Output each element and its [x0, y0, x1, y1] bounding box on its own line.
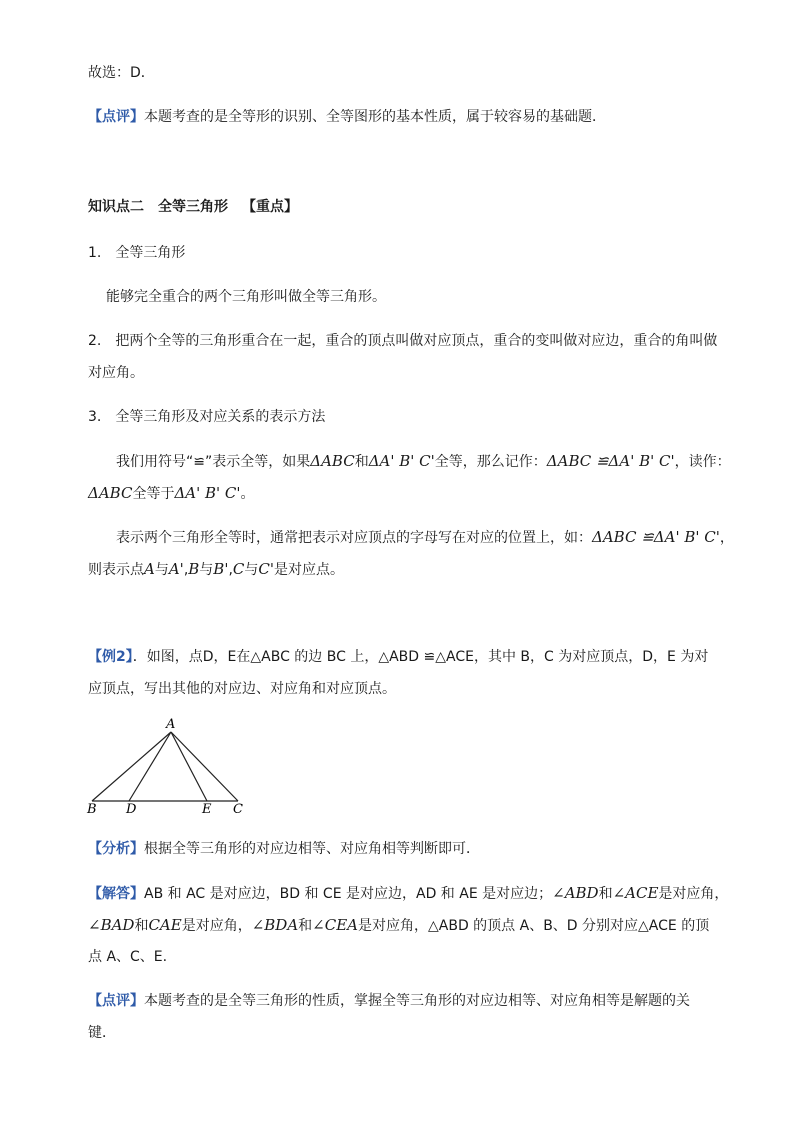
math-point: B' — [213, 560, 229, 578]
item-3-para-b-line-2 — [88, 558, 344, 581]
segment-ac — [171, 732, 238, 801]
segment-ad — [129, 732, 171, 801]
label-a: A — [166, 717, 176, 732]
math-triangle-abc: ΔABC — [310, 452, 355, 470]
review-text: 本题考查的是全等形的识别、全等图形的基本性质，属于较容易的基础题． — [144, 109, 606, 125]
text-run: 是对应角，△ABD 的顶点 A、B、D 分别对应△ACE 的顶 — [358, 918, 710, 934]
text-run: ，读作： — [674, 454, 731, 470]
item-3-para-b-line-1 — [116, 526, 734, 549]
answer-line-3: 点 A、C、E. — [88, 949, 168, 965]
math-point: C — [232, 560, 245, 578]
label-d: D — [126, 802, 137, 817]
text-run: 是对应点。 — [274, 562, 344, 578]
answer-line-2 — [88, 914, 709, 937]
review-paragraph-2-line-1 — [88, 990, 690, 1012]
math-triangle-abc-prime: ΔA' B' C' — [174, 484, 241, 502]
item-1-title — [88, 242, 185, 264]
analysis-paragraph — [88, 838, 480, 860]
math-point: B — [188, 560, 200, 578]
text-run: 。 — [240, 486, 255, 502]
math-angle: ∠ACE — [612, 884, 659, 902]
item-1-title-text: 全等三角形 — [115, 245, 186, 261]
math-angle: ∠BDA — [251, 916, 299, 934]
text-run: 与 — [244, 562, 259, 578]
segment-ab — [92, 732, 171, 801]
heading-part-c: 【重点】 — [242, 199, 298, 215]
item-2-label: 2. — [88, 333, 102, 349]
item-3-title-text: 全等三角形及对应关系的表示方法 — [115, 409, 326, 425]
text-run: 全等于 — [132, 486, 175, 502]
conclusion-line: 故选：D． — [88, 65, 155, 81]
review-tag-2: 【点评】 — [88, 993, 144, 1009]
text-run: 是对应角， — [181, 918, 252, 934]
heading-part-a: 知识点二 — [88, 199, 144, 215]
math-angle: ∠ABD — [552, 884, 599, 902]
math-triangle-abc-prime: ΔA' B' C' — [368, 452, 435, 470]
section-heading — [88, 196, 298, 218]
text-run: , — [183, 562, 189, 578]
example-text-1: ．如图，点D，E在△ABC 的边 BC 上，△ABD ≌△ACE，其中 B，C 为对应顶点，D，E 为对 — [132, 649, 709, 665]
math-triangle-abc: ΔABC — [88, 484, 133, 502]
text-run: 和 — [598, 886, 613, 902]
math-point: C' — [258, 560, 274, 578]
analysis-tag: 【分析】 — [88, 841, 144, 857]
item-2-line-2: 对应角。 — [88, 365, 144, 381]
math-point: A — [144, 560, 155, 578]
text-run: 是对应角， — [658, 886, 729, 902]
review-paragraph-2-line-2: 键． — [88, 1025, 116, 1041]
item-2-text-1: 把两个全等的三角形重合在一起，重合的顶点叫做对应顶点，重合的变叫做对应边，重合的角叫做 — [115, 333, 718, 349]
review-paragraph-1 — [88, 106, 606, 128]
math-congruence: ΔABC ≌ΔA' B' C' — [592, 528, 720, 546]
text-run: 和 — [134, 918, 149, 934]
text-run: 则表示点 — [88, 562, 144, 578]
item-3-title — [88, 406, 325, 428]
item-1-body: 能够完全重合的两个三角形叫做全等三角形。 — [106, 289, 386, 305]
example-tag: 【例2】 — [88, 649, 133, 665]
triangle-figure — [0, 700, 794, 840]
text-run: , — [228, 562, 233, 578]
label-c: C — [233, 802, 243, 817]
review-text-2: 本题考查的是全等三角形的性质，掌握全等三角形的对应边相等、对应角相等是解题的关 — [144, 993, 690, 1009]
text-run: AB 和 AC 是对应边，BD 和 CE 是对应边，AD 和 AE 是对应边； — [144, 886, 553, 902]
answer-tag: 【解答】 — [88, 886, 144, 902]
text-run: 全等，那么记作： — [434, 454, 547, 470]
math-congruence: ΔABC ≌ΔA' B' C' — [546, 452, 675, 470]
text-run: 与 — [199, 562, 214, 578]
label-b: B — [87, 802, 97, 817]
example-line-2: 应顶点，写出其他的对应边、对应角和对应顶点。 — [88, 681, 396, 697]
text-run: 表示两个三角形全等时，通常把表示对应顶点的字母写在对应的位置上，如： — [116, 530, 592, 546]
math-angle: ∠BAD — [88, 916, 135, 934]
item-2-line-1 — [88, 330, 717, 352]
text-run: 我们用符号“≌”表示全等，如果 — [116, 454, 311, 470]
text-run: 和 — [354, 454, 369, 470]
analysis-text: 根据全等三角形的对应边相等、对应角相等判断即可． — [144, 841, 480, 857]
heading-part-b: 全等三角形 — [158, 199, 228, 215]
item-3-label: 3. — [88, 409, 102, 425]
item-3-para-a-line-1 — [116, 450, 731, 473]
example-line-1 — [88, 646, 708, 668]
text-run: ， — [719, 530, 734, 546]
segment-ae — [171, 732, 207, 801]
item-3-para-a-line-2 — [88, 482, 255, 505]
math-angle: ∠CEA — [312, 916, 358, 934]
answer-line-1 — [88, 882, 728, 905]
math-angle: CAE — [148, 916, 182, 934]
text-run: 和 — [298, 918, 313, 934]
label-e: E — [202, 802, 212, 817]
review-tag: 【点评】 — [88, 109, 144, 125]
item-1-label: 1. — [88, 245, 102, 261]
text-run: 与 — [154, 562, 169, 578]
math-point: A' — [168, 560, 184, 578]
